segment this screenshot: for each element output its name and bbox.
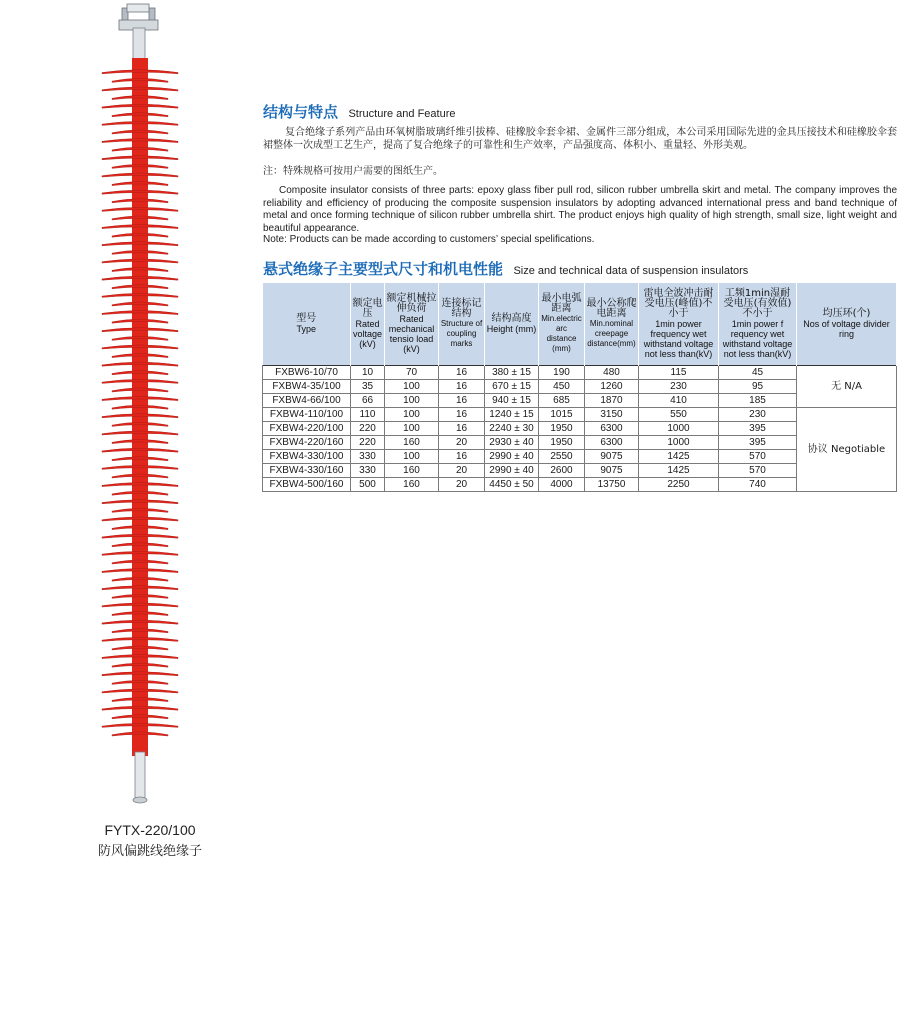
table-cell: 380 ± 15 <box>485 366 539 380</box>
table-cell: 6300 <box>585 422 639 436</box>
table-cell: FXBW4-66/100 <box>263 394 351 408</box>
table-cell: 16 <box>439 366 485 380</box>
table-cell: 1240 ± 15 <box>485 408 539 422</box>
table-cell: FXBW4-220/100 <box>263 422 351 436</box>
table-cell: 395 <box>719 436 797 450</box>
table-cell: 20 <box>439 464 485 478</box>
table-cell: 185 <box>719 394 797 408</box>
table-cell: 4450 ± 50 <box>485 478 539 492</box>
table-cell: 4000 <box>539 478 585 492</box>
table-cell: 2930 ± 40 <box>485 436 539 450</box>
insulator-sheds <box>102 58 178 756</box>
description-en <box>263 185 897 235</box>
table-cell: 20 <box>439 478 485 492</box>
table-cell: 6300 <box>585 436 639 450</box>
table-cell: 1425 <box>639 464 719 478</box>
table-cell: 550 <box>639 408 719 422</box>
header-voltage-divider-ring: 均压环(个) Nos of voltage divider ring <box>797 283 897 366</box>
table-cell: 220 <box>351 422 385 436</box>
table-cell: 100 <box>385 408 439 422</box>
table-cell: 160 <box>385 478 439 492</box>
table-cell: 2990 ± 40 <box>485 450 539 464</box>
header-arc-distance: 最小电弧距离 Min.electric arc distance (mm) <box>539 283 585 366</box>
header-rated-voltage: 额定电压 Rated voltage (kV) <box>351 283 385 366</box>
table-cell: 100 <box>385 380 439 394</box>
table-cell: 115 <box>639 366 719 380</box>
table-cell: 740 <box>719 478 797 492</box>
table-cell: 2250 <box>639 478 719 492</box>
table-cell: 2550 <box>539 450 585 464</box>
table-cell: 1950 <box>539 422 585 436</box>
table-cell: 70 <box>385 366 439 380</box>
table-row <box>263 408 897 422</box>
table-cell: 16 <box>439 394 485 408</box>
table-cell: 160 <box>385 436 439 450</box>
table-cell: FXBW4-110/100 <box>263 408 351 422</box>
top-fitting <box>119 4 158 62</box>
table-cell: 95 <box>719 380 797 394</box>
description-en-text: Composite insulator consists of three parts: epoxy glass fiber pull rod, silicon rubber umbrella skirt and metal. The company improves the reliability and efficiency of producing the composite suspension insulators by adopting advanced international press and band technique of metal and once forming technique of silicon rubber umbrella shirt. The product enjoys high quality of high strength, small size, light weight and beautiful appearance. <box>263 185 897 234</box>
table-cell: 66 <box>351 394 385 408</box>
structure-feature-heading <box>263 101 455 122</box>
table-cell: 1015 <box>539 408 585 422</box>
table-cell: 3150 <box>585 408 639 422</box>
table-cell: 1000 <box>639 436 719 450</box>
table-cell: 110 <box>351 408 385 422</box>
heading-en: Structure and Feature <box>348 108 456 120</box>
table-cell: FXBW4-35/100 <box>263 380 351 394</box>
bottom-fitting <box>133 752 147 803</box>
table-cell: 395 <box>719 422 797 436</box>
table-cell: 1950 <box>539 436 585 450</box>
note-zh: 注：特殊规格可按用户需要的图纸生产。 <box>263 166 443 177</box>
table-cell: 16 <box>439 422 485 436</box>
table-cell: 100 <box>385 422 439 436</box>
header-mechanical-load: 额定机械拉伸负荷 Rated mechanical tensio load (kV) <box>385 283 439 366</box>
table-cell: 330 <box>351 450 385 464</box>
table-cell: FXBW4-330/100 <box>263 450 351 464</box>
table-cell: 450 <box>539 380 585 394</box>
heading-zh: 悬式绝缘子主要型式尺寸和机电性能 <box>263 260 504 278</box>
suspension-data-heading <box>263 258 748 279</box>
heading-zh: 结构与特点 <box>263 103 339 121</box>
header-wet-withstand-voltage: 工频1min湿耐受电压(有效值)不小于 1min power f requency wet withstand voltage not less than(kV) <box>719 283 797 366</box>
insulator-illustration <box>95 0 205 810</box>
table-cell: 190 <box>539 366 585 380</box>
table-cell: 16 <box>439 408 485 422</box>
note-en: Note: Products can be made according to customers’ special spelifications. <box>263 234 595 245</box>
table-cell: 2600 <box>539 464 585 478</box>
table-cell: 16 <box>439 450 485 464</box>
table-cell: 16 <box>439 380 485 394</box>
heading-en: Size and technical data of suspension insulators <box>513 265 749 277</box>
table-cell: 1425 <box>639 450 719 464</box>
header-type: 型号 Type <box>263 283 351 366</box>
table-cell: 940 ± 15 <box>485 394 539 408</box>
table-cell: FXBW4-330/160 <box>263 464 351 478</box>
table-cell: 100 <box>385 394 439 408</box>
table-cell: 13750 <box>585 478 639 492</box>
table-cell: 500 <box>351 478 385 492</box>
table-cell: 10 <box>351 366 385 380</box>
table-cell: FXBW4-500/160 <box>263 478 351 492</box>
table-cell: FXBW6-10/70 <box>263 366 351 380</box>
table-cell: 220 <box>351 436 385 450</box>
table-cell: 1000 <box>639 422 719 436</box>
table-cell: 570 <box>719 450 797 464</box>
insulator-name-caption: 防风偏跳线绝缘子 <box>97 844 202 859</box>
table-cell: 1870 <box>585 394 639 408</box>
table-header-row <box>263 283 897 366</box>
table-cell: 410 <box>639 394 719 408</box>
table-cell: 230 <box>719 408 797 422</box>
table-cell: 35 <box>351 380 385 394</box>
table-cell: 20 <box>439 436 485 450</box>
table-cell: 670 ± 15 <box>485 380 539 394</box>
table-cell: 685 <box>539 394 585 408</box>
table-cell: 9075 <box>585 450 639 464</box>
table-cell: 2240 ± 30 <box>485 422 539 436</box>
table-cell: 2990 ± 40 <box>485 464 539 478</box>
header-creepage-distance: 最小公称爬电距离 Min.nominal creepage distance(mm) <box>585 283 639 366</box>
table-cell: 9075 <box>585 464 639 478</box>
description-zh-text: 复合绝缘子系列产品由环氧树脂玻璃纤维引拔棒、硅橡胶伞套伞裙、金属件三部分组成，本公司采用国际先进的金具压接技术和硅橡胶伞套裙整体一次成型工艺生产，提高了复合绝缘子的可靠性和生产效率，产品强度高、体积小、重量轻、外形美观。 <box>263 127 897 151</box>
table-cell: 570 <box>719 464 797 478</box>
table-cell: 230 <box>639 380 719 394</box>
table-cell: FXBW4-220/160 <box>263 436 351 450</box>
header-impulse-voltage: 雷电全波冲击耐受电压(峰值)不小于 1min power frequency wet withstand voltage not less than(kV) <box>639 283 719 366</box>
table-cell: 45 <box>719 366 797 380</box>
insulator-model-caption: FYTX-220/100 <box>104 822 196 838</box>
table-cell: 160 <box>385 464 439 478</box>
table-row <box>263 366 897 380</box>
description-zh <box>263 126 897 152</box>
header-coupling-marks: 连接标记结构 Structure of coupling marks <box>439 283 485 366</box>
table-cell: 100 <box>385 450 439 464</box>
divider-ring-cell: 无 N/A <box>797 366 897 408</box>
header-height: 结构高度 Height (mm) <box>485 283 539 366</box>
divider-ring-cell: 协议 Negotiable <box>797 408 897 492</box>
spec-table <box>262 283 897 492</box>
table-cell: 330 <box>351 464 385 478</box>
table-cell: 480 <box>585 366 639 380</box>
table-cell: 1260 <box>585 380 639 394</box>
